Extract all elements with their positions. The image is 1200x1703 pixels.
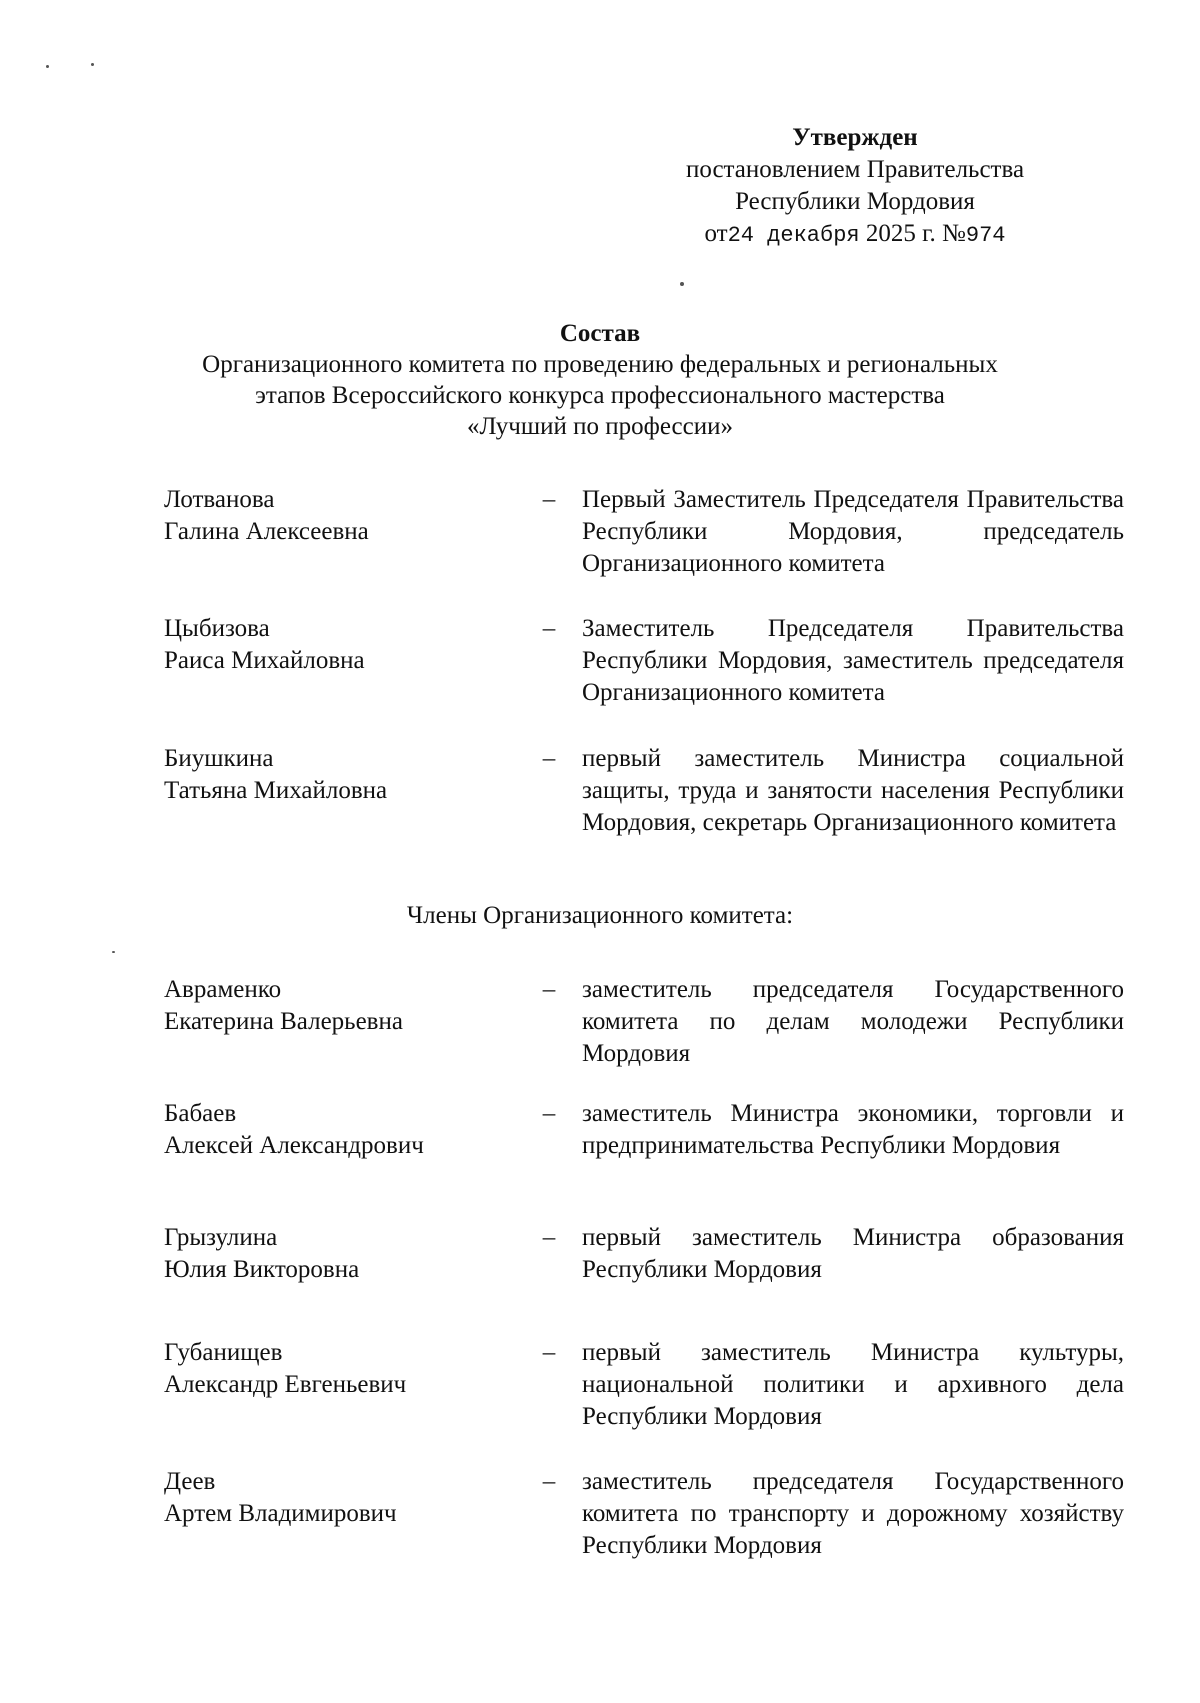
approval-date	[640, 218, 1070, 252]
heading-title: Состав	[559, 320, 641, 347]
member-role: заместитель Министра экономики, торговли и предпринимательства Республики Мордовия	[582, 1100, 1124, 1159]
member-role: первый заместитель Министра образования Республики Мордовия	[582, 1224, 1124, 1283]
document-heading	[150, 318, 1050, 442]
member-name	[164, 974, 524, 1038]
member-given-name: Раиса Михайловна	[164, 647, 365, 674]
member-surname: Авраменко	[164, 976, 282, 1003]
dash-separator: –	[542, 1224, 556, 1251]
member-given-name: Екатерина Валерьевна	[164, 1008, 403, 1035]
dash-separator: –	[542, 745, 556, 772]
approval-line-2: Республики Мордовия	[735, 188, 975, 215]
date-handwritten: 24 декабря	[727, 223, 860, 248]
dash-separator: –	[542, 615, 556, 642]
dash-separator: –	[542, 1100, 556, 1127]
member-surname: Грызулина	[164, 1224, 278, 1251]
members-section-title: Члены Организационного комитета:	[406, 902, 794, 929]
dash-separator: –	[542, 976, 556, 1003]
scan-speck	[46, 65, 49, 68]
heading-line-3: «Лучший по профессии»	[466, 413, 734, 440]
member-name	[164, 1466, 524, 1530]
member-given-name: Алексей Александрович	[164, 1132, 424, 1159]
decree-number: 974	[965, 223, 1006, 248]
scan-speck	[91, 63, 94, 66]
member-name	[164, 613, 524, 677]
heading-line-1: Организационного комитета по проведению федеральных и региональных	[202, 351, 998, 378]
member-surname: Биушкина	[164, 745, 274, 772]
member-name	[164, 743, 524, 807]
member-role: заместитель председателя Государственного комитета по транспорту и дорожному хозяйству Республики Мордовия	[582, 1468, 1124, 1559]
member-role: заместитель председателя Государственного комитета по делам молодежи Республики Мордовия	[582, 976, 1124, 1067]
member-role: первый заместитель Министра культуры, национальной политики и архивного дела Республики Мордовия	[582, 1339, 1124, 1430]
date-year: 2025 г. №	[859, 220, 966, 247]
dash-separator: –	[542, 1468, 556, 1495]
member-name	[164, 1337, 524, 1401]
dash-separator: –	[542, 486, 556, 513]
member-given-name: Галина Алексеевна	[164, 518, 369, 545]
member-surname: Губанищев	[164, 1339, 283, 1366]
date-prefix: от	[704, 220, 728, 247]
member-name	[164, 1098, 524, 1162]
heading-line-2: этапов Всероссийского конкурса профессионального мастерства	[255, 382, 945, 409]
member-surname: Цыбизова	[164, 615, 270, 642]
member-role: Заместитель Председателя Правительства Республики Мордовия, заместитель председателя Организационного комитета	[582, 615, 1124, 706]
member-role: Первый Заместитель Председателя Правительства Республики Мордовия, председатель Организационного комитета	[582, 486, 1124, 577]
scan-speck	[680, 282, 684, 286]
approval-line-1: постановлением Правительства	[685, 156, 1025, 183]
member-given-name: Артем Владимирович	[164, 1500, 397, 1527]
member-given-name: Татьяна Михайловна	[164, 777, 388, 804]
member-surname: Лотванова	[164, 486, 275, 513]
member-role: первый заместитель Министра социальной защиты, труда и занятости населения Республики Мордовия, секретарь Организационного комитета	[582, 745, 1124, 836]
approval-title: Утвержден	[792, 124, 918, 151]
dash-separator: –	[542, 1339, 556, 1366]
member-given-name: Юлия Викторовна	[164, 1256, 360, 1283]
member-given-name: Александр Евгеньевич	[164, 1371, 407, 1398]
member-surname: Деев	[164, 1468, 216, 1495]
approval-block	[640, 122, 1070, 252]
member-surname: Бабаев	[164, 1100, 237, 1127]
scan-speck	[112, 951, 115, 953]
member-name	[164, 484, 524, 548]
member-name	[164, 1222, 524, 1286]
